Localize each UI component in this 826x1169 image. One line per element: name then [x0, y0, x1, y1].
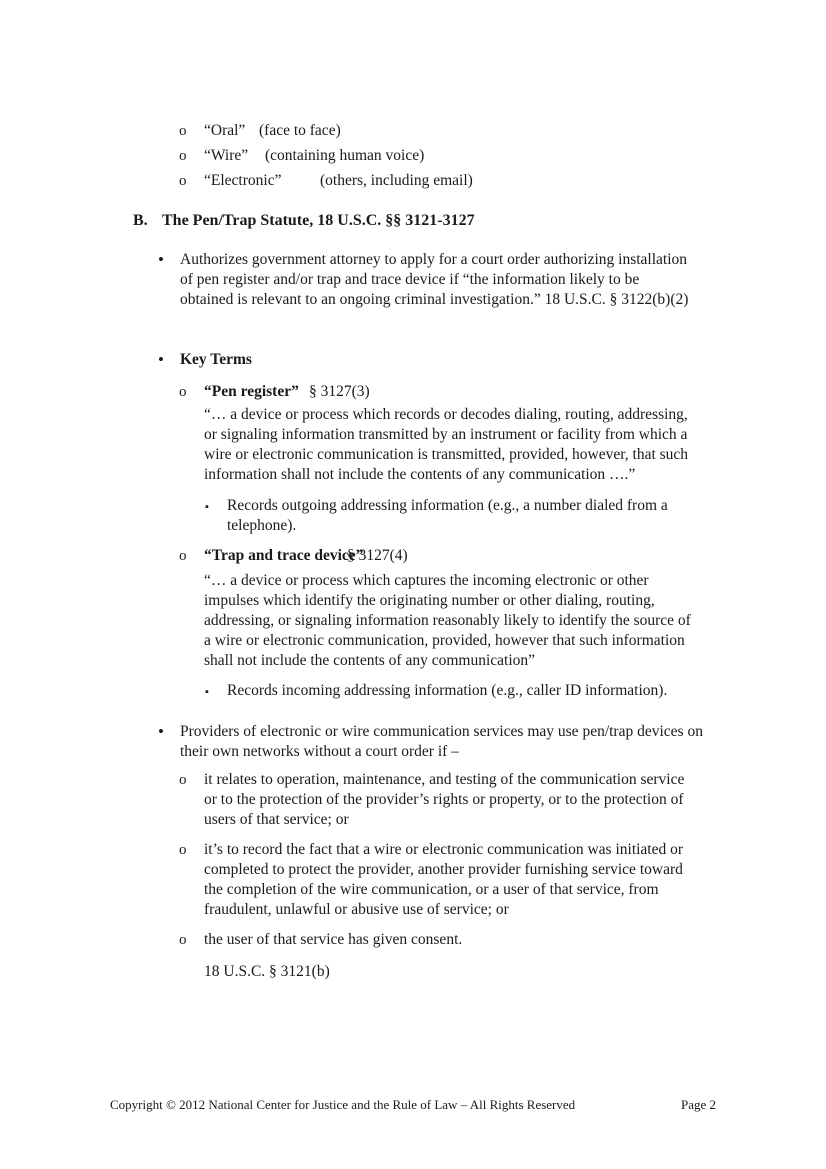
statute-citation: 18 U.S.C. § 3121(b)	[204, 963, 330, 980]
bullet-icon: •	[158, 722, 164, 741]
providers-intro: Providers of electronic or wire communication services may use pen/trap devices on their own networks without a court order if –	[180, 723, 703, 760]
providers-item: it relates to operation, maintenance, and testing of the communication service or to the protection of the provider’s rights or property, or to the protection of users of that service; or	[204, 771, 685, 828]
pen-register-term: “Pen register”	[204, 383, 299, 400]
key-terms-heading: Key Terms	[180, 351, 252, 368]
bullet-icon: •	[158, 250, 164, 269]
list-item-note: (others, including email)	[320, 172, 473, 189]
hollow-bullet-icon: o	[179, 123, 187, 139]
hollow-bullet-icon: o	[179, 548, 187, 564]
hollow-bullet-icon: o	[179, 148, 187, 164]
footer-copyright: Copyright © 2012 National Center for Justice and the Rule of Law – All Rights Reserved	[110, 1097, 576, 1112]
page-number: Page 2	[681, 1097, 717, 1112]
hollow-bullet-icon: o	[179, 842, 187, 858]
section-letter: B.	[133, 212, 148, 229]
square-bullet-icon: ▪	[205, 501, 209, 513]
trap-trace-term: “Trap and trace device”	[204, 547, 364, 564]
hollow-bullet-icon: o	[179, 772, 187, 788]
list-item-note: (face to face)	[259, 122, 341, 139]
hollow-bullet-icon: o	[179, 173, 187, 189]
providers-item: the user of that service has given consent.	[204, 931, 463, 948]
trap-trace-cite: § 3127(4)	[347, 547, 408, 564]
section-title: The Pen/Trap Statute, 18 U.S.C. §§ 3121-3127	[162, 212, 475, 229]
bullet-icon: •	[158, 350, 164, 369]
pen-register-cite: § 3127(3)	[309, 383, 370, 400]
hollow-bullet-icon: o	[179, 932, 187, 948]
square-bullet-icon: ▪	[205, 686, 209, 698]
list-item-label: “Oral”	[204, 122, 246, 139]
list-item-note: (containing human voice)	[265, 147, 425, 164]
list-item-label: “Electronic”	[204, 172, 282, 189]
pen-register-definition: “… a device or process which records or decodes dialing, routing, addressing, or signaling information transmitted by an instrument or facility from which a wire or electronic communication is transmitted, provided, however, that such information shall not include the contents of any communication ….”	[204, 406, 689, 483]
trap-trace-note: Records incoming addressing information (e.g., caller ID information).	[227, 682, 668, 699]
trap-trace-definition: “… a device or process which captures the incoming electronic or other impulses which identify the originating number or other dialing, routing, addressing, or signaling information reasonably likely to identify the source of a wire or electronic communication, provided, however that such information shall not include the contents of any communication”	[204, 572, 691, 669]
hollow-bullet-icon: o	[179, 384, 187, 400]
providers-item: it’s to record the fact that a wire or electronic communication was initiated or completed to protect the provider, another provider furnishing service toward the completion of the wire communication, or a user of that service, from fraudulent, unlawful or abusive use of service; or	[204, 841, 684, 918]
pen-register-note: Records outgoing addressing information (e.g., a number dialed from a telephone).	[227, 497, 668, 534]
authorization-paragraph: Authorizes government attorney to apply for a court order authorizing installation of pen register and/or trap and trace device if “the information likely to be obtained is relevant to an ongoing criminal investigation.” 18 U.S.C. § 3122(b)(2)	[180, 251, 689, 308]
list-item-label: “Wire”	[204, 147, 249, 164]
